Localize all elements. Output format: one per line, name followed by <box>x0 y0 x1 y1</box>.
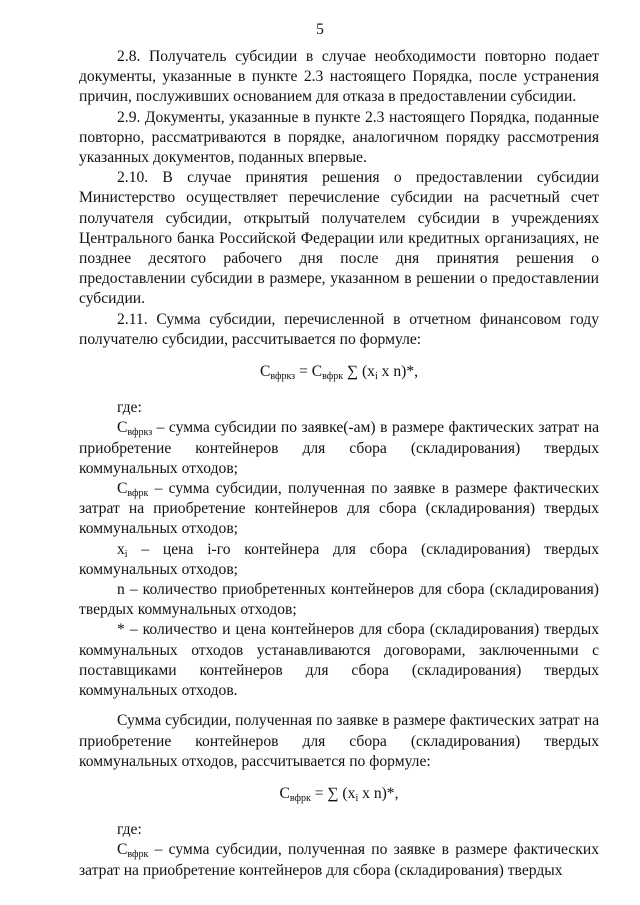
where-label-2: где: <box>117 821 142 839</box>
spacer <box>79 701 599 711</box>
paragraph-2-9: 2.9. Документы, указанные в пункте 2.3 настоящего Порядка, поданные повторно, рассматриваются в порядке, аналогичном порядку рассмотрения указанных документов, поданных впервые. <box>79 108 599 167</box>
definition-1-4: * – количество и цена контейнеров для сбора (складирования) твердых коммунальных отходов устанавливаются договорами, заключенными с поставщиками контейнеров для сбора (складирования) твердых коммунальных отходов. <box>79 621 599 700</box>
paragraph-2-10: 2.10. В случае принятия решения о предоставлении субсидии Министерство осуществляет перечисление субсидии на расчетный счет получателя субсидии, открытый получателем субсидии в учреждениях Центрального банка Российской Федерации или кредитных организациях, не позднее десятого рабочего дня после дня принятия решения о предоставлении субсидии в размере, указанном в решении о предоставлении субсидии. <box>79 169 599 308</box>
definition-1-1: $С_{вфрк}$ – сумма субсидии, полученная по заявке в размере фактических затрат на приобретение контейнеров для сбора (складирования) твердых коммунальных отходов; <box>79 480 599 538</box>
where-label-1: где: <box>117 399 142 417</box>
formula-2-sum: ∑ (x <box>327 784 356 802</box>
formula-2-lhs: С <box>279 784 290 802</box>
paragraph-sum-2: Сумма субсидии, полученная по заявке в размере фактических затрат на приобретение контейнеров для сбора (складирования) твердых коммунальных отходов, рассчитывается по формуле: <box>79 712 599 770</box>
formula-2-eq: = <box>310 784 328 802</box>
definition-1-2: $x_i$ – цена i-го контейнера для сбора (складирования) твердых коммунальных отходов; <box>79 540 599 578</box>
paragraph-2-8: 2.8. Получатель субсидии в случае необходимости повторно подает документы, указанные в пункте 2.3 настоящего Порядка, после устранения причин, послуживших основанием для отказа в предоставлении субсидии. <box>79 48 599 106</box>
page-number: 5 <box>316 21 324 38</box>
formula-2 <box>79 784 599 804</box>
definition-1-3: n – количество приобретенных контейнеров для сбора (складирования) твердых коммунальных отходов; <box>79 581 599 619</box>
paragraph-2-11: 2.11. Сумма субсидии, перечисленной в отчетном финансовом году получателю субсидии, рассчитывается по формуле: <box>79 310 599 348</box>
formula-2-close: x n)*, <box>358 784 399 802</box>
formula-1-rhs-sub: вфрк <box>322 371 344 383</box>
formula-1-eq: = <box>295 363 312 381</box>
formula-1-lhs-sub: вфркз <box>270 371 296 383</box>
formula-1-lhs: С <box>259 363 271 381</box>
formula-1-sum: ∑ (x <box>343 363 375 381</box>
definition-2: $С_{вфрк}$ – сумма субсидии, полученная по заявке в размере фактических затрат на приобретение контейнеров для сбора (складирования) твердых <box>79 841 599 879</box>
formula-1-rhs: С <box>311 363 323 381</box>
formula-2-i-sub: i <box>355 792 359 804</box>
definition-1-0: $С_{вфркз}$ – сумма субсидии по заявке(-ам) в размере фактических затрат на приобретение контейнеров для сбора (складирования) твердых коммунальных отходов; <box>79 419 599 477</box>
formula-1-i-sub: i <box>374 371 378 383</box>
document-body <box>79 47 599 881</box>
formula-1 <box>79 362 599 382</box>
formula-2-lhs-sub: вфрк <box>289 792 311 804</box>
formula-1-close: x n)*, <box>377 363 419 381</box>
